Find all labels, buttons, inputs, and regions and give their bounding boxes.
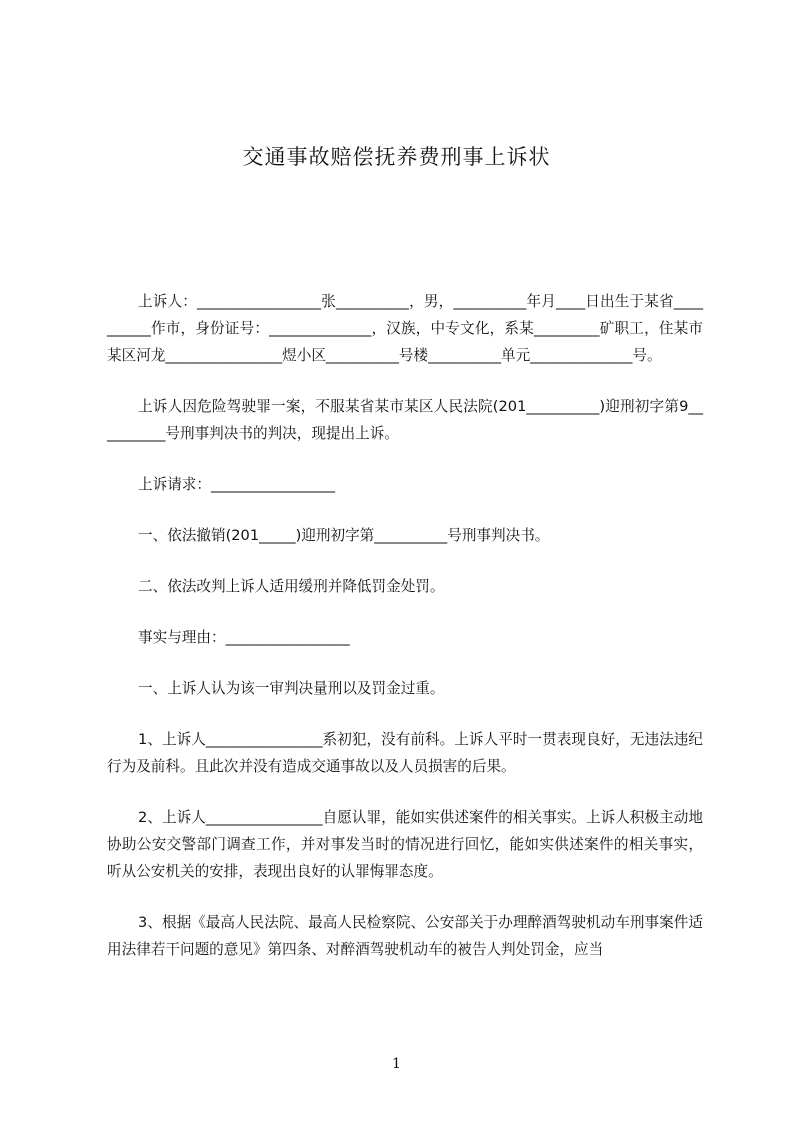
reason-point-3: 3、根据《最高人民法院、最高人民检察院、公安部关于办理醉酒驾驶机动车刑事案件适用法律若干问题的意见》第四条、对醉酒驾驶机动车的被告人判处罚金，应当 — [107, 914, 703, 958]
appeal-request-heading: 上诉请求：_________________ — [138, 476, 336, 493]
facts-reasons-heading: 事实与理由：_________________ — [138, 629, 350, 646]
document-title: 交通事故赔偿抚养费刑事上诉状 — [242, 145, 551, 169]
request-item-1: 一、依法撤销(201_____)迎刑初字第__________号刑事判决书。 — [138, 527, 550, 544]
reason-section-1: 一、上诉人认为该一审判决量刑以及罚金过重。 — [138, 680, 445, 697]
page-number: 1 — [392, 1056, 401, 1072]
appellant-info-paragraph: 上诉人：_________________张__________，男，__________年月____日出生于某省__________作市，身份证号：______________，汉族，中专文化，系某_________矿职工，住某市某区河龙________________煜小区__________号楼__________单元______________号。 — [107, 293, 703, 364]
reason-point-2: 2、上诉人________________自愿认罪，能如实供述案件的相关事实。上诉人积极主动地协助公安交警部门调查工作，并对事发当时的情况进行回忆，能如实供述案件的相关事实，听从公安机关的安排，表现出良好的认罪悔罪态度。 — [107, 809, 703, 880]
reason-point-1: 1、上诉人________________系初犯，没有前科。上诉人平时一贯表现良好，无违法违纪行为及前科。且此次并没有造成交通事故以及人员损害的后果。 — [107, 731, 703, 775]
document-body — [107, 288, 703, 988]
appeal-reason-paragraph: 上诉人因危险驾驶罪一案，不服某省某市某区人民法院(201__________)迎刑初字第9__________号刑事判决书的判决，现提出上诉。 — [107, 398, 703, 442]
request-item-2: 二、依法改判上诉人适用缓刑并降低罚金处罚。 — [138, 578, 445, 595]
